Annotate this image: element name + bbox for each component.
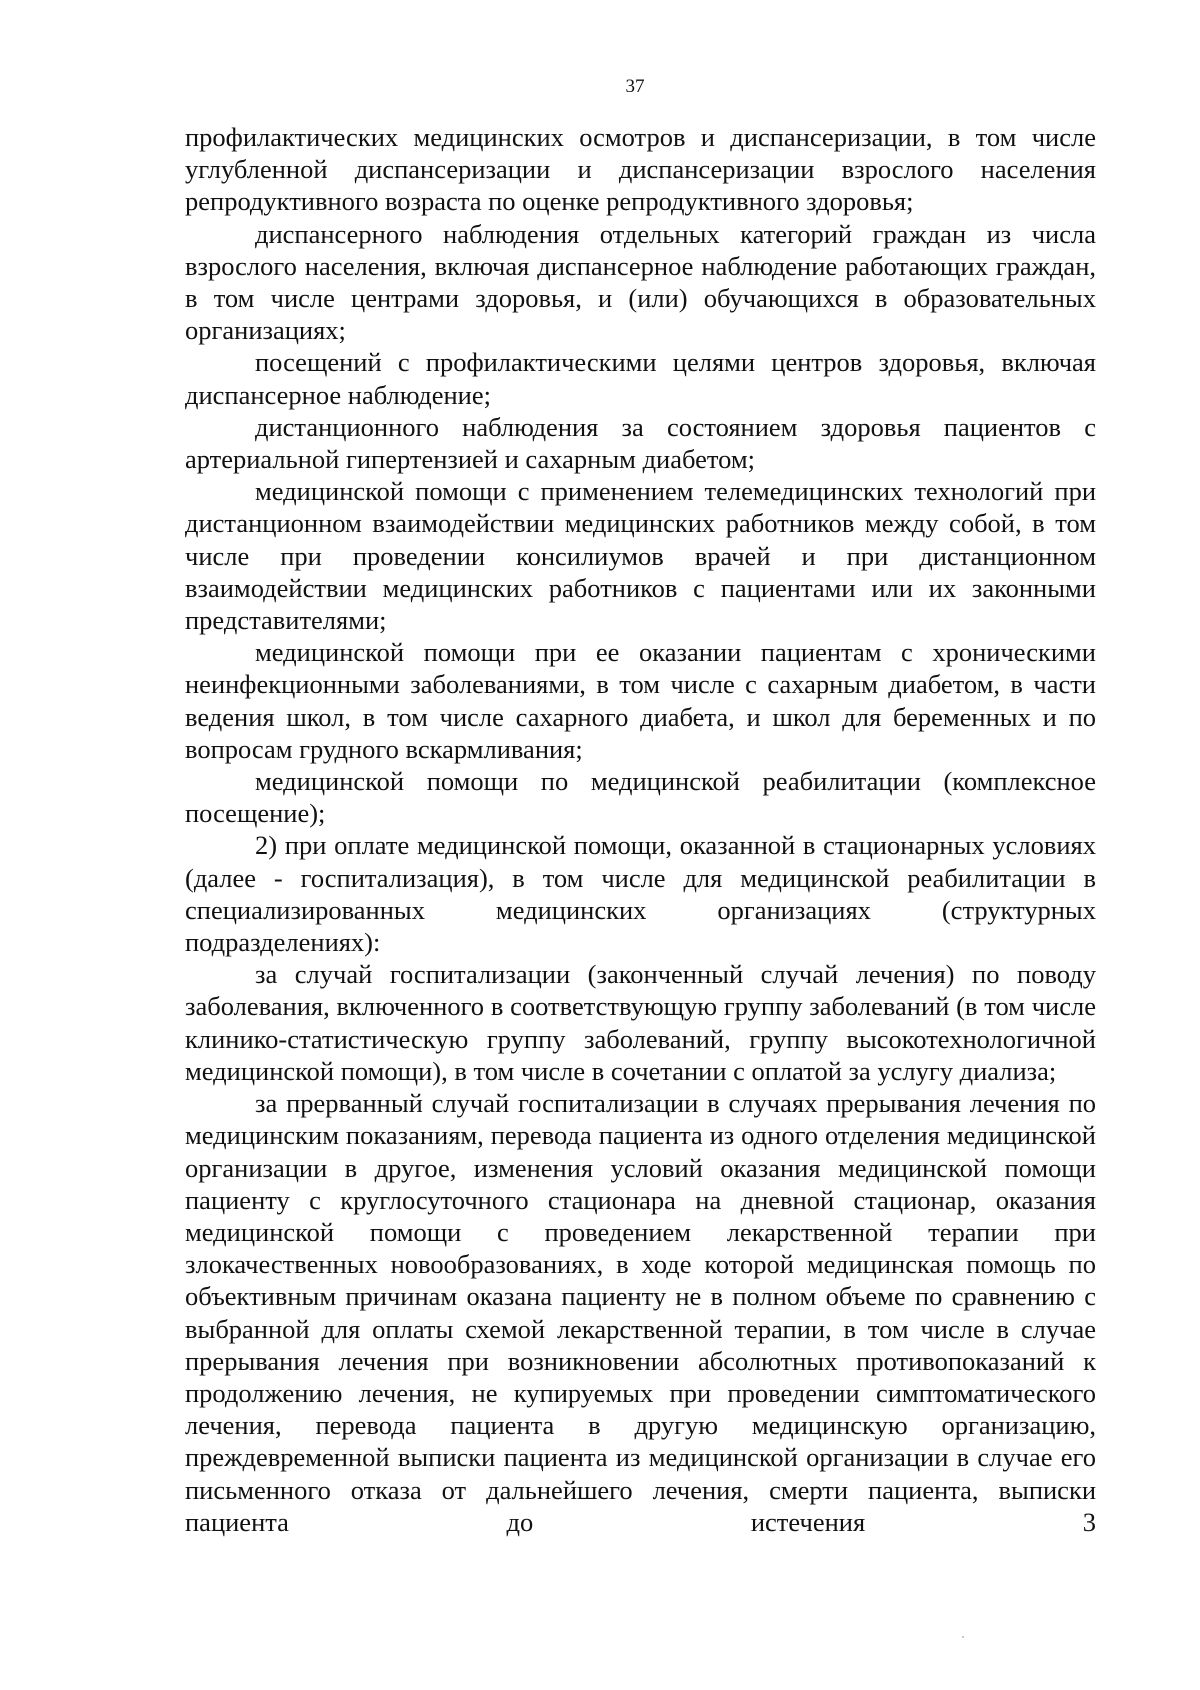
paragraph-dispensary-observation: диспансерного наблюдения отдельных категорий граждан из числа взрослого населения, включая диспансерное наблюдение работающих граждан, в том числе центрами здоровья, и (или) обучающихся в образовательных организациях; — [185, 218, 1096, 346]
paragraph-telemedicine: медицинской помощи с применением телемедицинских технологий при дистанционном взаимодействии медицинских работников между собой, в том числе при проведении консилиумов врачей и при дистанционном взаимодействии медицинских работников с пациентами или их законными представителями; — [185, 476, 1096, 636]
paragraph-health-center-visits: посещений с профилактическими целями центров здоровья, включая диспансерное наблюдение; — [185, 347, 1096, 410]
paragraph-completed-case: за случай госпитализации (законченный случай лечения) по поводу заболевания, включенного в соответствующую группу заболеваний (в том числе клинико-статистическую группу заболеваний, группу высокотехнологичной медицинской помощи), в том числе в сочетании с оплатой за услугу диализа; — [185, 959, 1096, 1086]
paragraph-interrupted-case: за прерванный случай госпитализации в случаях прерывания лечения по медицинским показаниям, перевода пациента из одного отделения медицинской организации в другое, изменения условий оказания медицинской помощи пациенту с круглосуточного стационара на дневной стационар, оказания медицинской помощи с проведением лекарственной терапии при злокачественных новообразованиях, в ходе которой медицинская помощь по объективным причинам оказана пациенту не в полном объеме по сравнению с выбранной для оплаты схемой лекарственной терапии, в том числе в случае прерывания лечения при возникновении абсолютных противопоказаний к продолжению лечения, не купируемых при проведении симптоматического лечения, перевода пациента в другую медицинскую организацию, преждевременной выписки пациента из медицинской организации в случае его письменного отказа от дальнейшего лечения, смерти пациента, выписки пациента до истечения 3 — [185, 1088, 1096, 1537]
paragraph-remote-monitoring: дистанционного наблюдения за состоянием здоровья пациентов с артериальной гипертензией и сахарным диабетом; — [185, 411, 1096, 475]
paragraph-rehabilitation: медицинской помощи по медицинской реабилитации (комплексное посещение); — [185, 766, 1096, 829]
paragraph-chronic-diseases-schools: медицинской помощи при ее оказании пациентам с хроническими неинфекционными заболеваниями, в том числе с сахарным диабетом, в части ведения школ, в том числе сахарного диабета, и школ для беременных и по вопросам грудного вскармливания; — [185, 637, 1096, 764]
paragraph-inpatient-payment: 2) при оплате медицинской помощи, оказанной в стационарных условиях (далее - госпитализация), в том числе для медицинской реабилитации в специализированных медицинских организациях (структурных подразделениях): — [185, 830, 1096, 958]
document-body — [185, 121, 1096, 1538]
scan-speck — [962, 1636, 964, 1638]
page-number: 37 — [625, 76, 645, 97]
paragraph-preventive-examinations: профилактических медицинских осмотров и диспансеризации, в том числе углубленной диспансеризации и диспансеризации взрослого населения репродуктивного возраста по оценке репродуктивного здоровья; — [185, 122, 1096, 217]
